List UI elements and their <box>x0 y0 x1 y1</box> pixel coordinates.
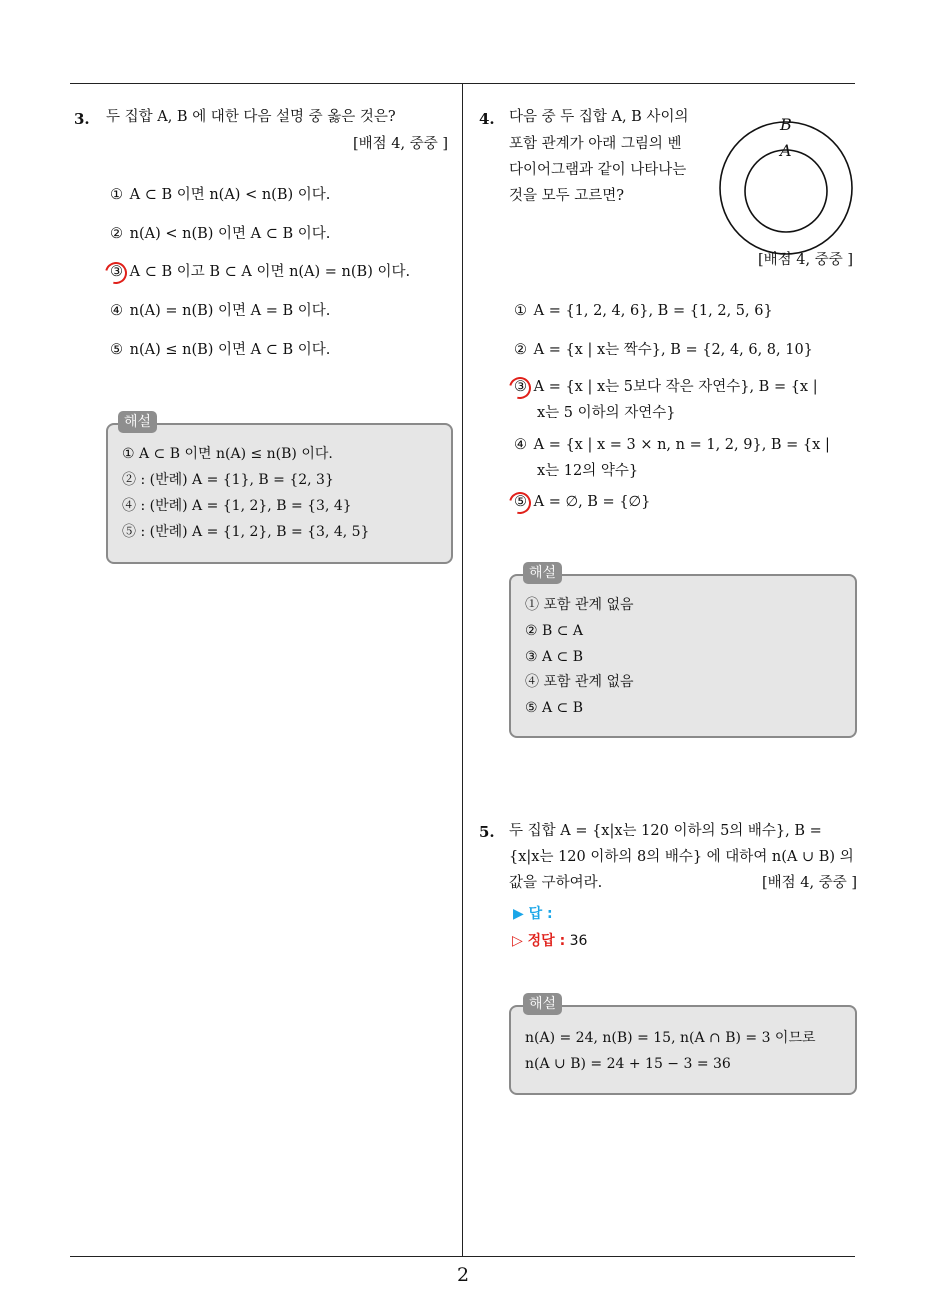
venn-inner-circle <box>745 150 827 232</box>
question-text: 두 집합 A, B 에 대한 다음 설명 중 옳은 것은? <box>106 109 396 125</box>
option-4[interactable]: ④ A = {x | x = 3 × n, n = 1, 2, 9}, B = {x | <box>514 437 830 453</box>
explanation-line: n(A ∪ B) = 24 + 15 − 3 = 36 <box>525 1056 731 1072</box>
correct-answer <box>512 930 587 950</box>
option-2[interactable]: ② A = {x | x는 짝수}, B = {2, 4, 6, 8, 10} <box>514 342 813 358</box>
explanation-box <box>106 423 453 564</box>
option-3-continued: x는 5 이하의 자연수} <box>537 405 676 421</box>
column-divider <box>462 83 463 1256</box>
correct-answer-value: 36 <box>569 933 588 949</box>
explanation-tag: 해설 <box>523 993 562 1015</box>
question-line: 다이어그램과 같이 나타나는 <box>509 162 687 178</box>
explanation-box <box>509 1005 857 1095</box>
explanation-line: ① A ⊂ B 이면 n(A) ≤ n(B) 이다. <box>122 446 333 462</box>
explanation-line: ① 포함 관계 없음 <box>525 597 634 613</box>
bottom-rule <box>70 1256 855 1257</box>
question-number: 4. <box>479 110 495 128</box>
score-meta: [배점 4, 중중 ] <box>761 875 857 891</box>
explanation-line: ④ : (반례) A = {1, 2}, B = {3, 4} <box>122 498 352 514</box>
score-meta: [배점 4, 중중 ] <box>757 252 853 268</box>
explanation-line: ⑤ A ⊂ B <box>525 700 584 716</box>
explanation-line: ② B ⊂ A <box>525 623 584 639</box>
venn-label-inner: A <box>780 141 792 160</box>
option-2[interactable]: ② n(A) < n(B) 이면 A ⊂ B 이다. <box>110 226 331 242</box>
correct-answer-label: ▷ 정답 : <box>512 933 566 949</box>
question-number: 5. <box>479 823 495 841</box>
option-3[interactable]: ③ A = {x | x는 5보다 작은 자연수}, B = {x | <box>514 379 818 395</box>
question-line: 포함 관계가 아래 그림의 벤 <box>509 136 682 152</box>
question-line: 두 집합 A = {x|x는 120 이하의 5의 배수}, B = <box>509 823 822 839</box>
option-1[interactable]: ① A ⊂ B 이면 n(A) < n(B) 이다. <box>110 187 331 203</box>
explanation-box <box>509 574 857 738</box>
option-4-continued: x는 12의 약수} <box>537 463 639 479</box>
question-number: 3. <box>74 110 90 128</box>
answer-input-label[interactable]: ▶ 답 : <box>513 906 553 922</box>
explanation-line: ② : (반례) A = {1}, B = {2, 3} <box>122 472 334 488</box>
explanation-tag: 해설 <box>118 411 157 433</box>
option-4[interactable]: ④ n(A) = n(B) 이면 A = B 이다. <box>110 303 331 319</box>
question-line: 다음 중 두 집합 A, B 사이의 <box>509 109 689 125</box>
option-1[interactable]: ① A = {1, 2, 4, 6}, B = {1, 2, 5, 6} <box>514 303 773 319</box>
venn-label-outer: B <box>780 115 792 134</box>
explanation-line: ⑤ : (반례) A = {1, 2}, B = {3, 4, 5} <box>122 524 370 540</box>
explanation-line: ③ A ⊂ B <box>525 649 584 665</box>
explanation-line: ④ 포함 관계 없음 <box>525 674 634 690</box>
question-line: 값을 구하여라. <box>509 875 603 891</box>
option-5[interactable]: ⑤ n(A) ≤ n(B) 이면 A ⊂ B 이다. <box>110 342 331 358</box>
explanation-tag: 해설 <box>523 562 562 584</box>
option-3[interactable]: ③ A ⊂ B 이고 B ⊂ A 이면 n(A) = n(B) 이다. <box>110 264 411 280</box>
explanation-line: n(A) = 24, n(B) = 15, n(A ∩ B) = 3 이므로 <box>525 1030 816 1046</box>
question-line: 것을 모두 고르면? <box>509 188 625 204</box>
question-line: {x|x는 120 이하의 8의 배수} 에 대하여 n(A ∪ B) 의 <box>509 849 854 865</box>
score-meta: [배점 4, 중중 ] <box>352 136 448 152</box>
page-number: 2 <box>456 1264 470 1286</box>
option-5[interactable]: ⑤ A = ∅, B = {∅} <box>514 494 651 510</box>
